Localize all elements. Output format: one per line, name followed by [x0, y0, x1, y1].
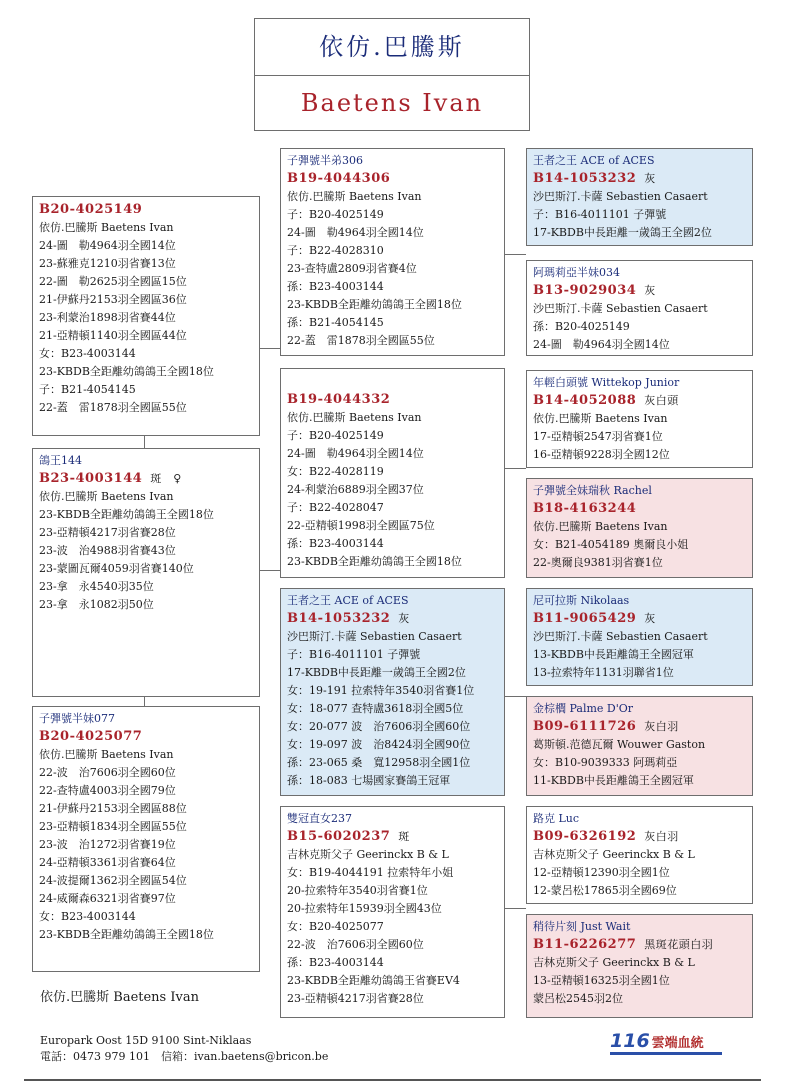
gg-box-2 [526, 260, 753, 356]
info-line: 13-拉索特年1131羽聯省1位 [533, 666, 674, 679]
info-line: 17-KBDB中長距離一歲鴿王全國2位 [287, 666, 466, 679]
info-line: 23-KBDB全距離幼鴿鴿王全國18位 [39, 928, 214, 941]
info-line: 女：B23-4003144 [39, 347, 136, 360]
bird-name: 稍待片刻 Just Wait [533, 920, 631, 933]
info-line: 沙巴斯汀.卡薩 Sebastien Casaert [533, 302, 708, 315]
info-line: 吉林克斯父子 Geerinckx B & L [287, 848, 449, 861]
bird-ring: B15-6020237 斑 [287, 829, 410, 844]
info-line: 孫：23-065 桑 寬12958羽全國1位 [287, 756, 471, 769]
info-line: 沙巴斯汀.卡薩 Sebastien Casaert [533, 190, 708, 203]
sibling-ring: B20-4025077 [39, 729, 143, 744]
bird-name: 子彈號全妹瑞秋 Rachel [533, 484, 652, 497]
gg-box-3 [526, 370, 753, 468]
info-line: 女：B22-4028119 [287, 465, 384, 478]
connector [144, 436, 145, 448]
sibling-box [32, 706, 260, 972]
dam-dam-box [280, 806, 505, 1018]
info-line: 孫：B23-4003144 [287, 280, 384, 293]
info-line: 子：B22-4028310 [287, 244, 384, 257]
owner-label: 依仿.巴騰斯 Baetens Ivan [40, 990, 199, 1005]
connector [144, 697, 145, 706]
info-line: 孫：B20-4025149 [533, 320, 630, 333]
dam-ring: B23-4003144 斑 ♀ [39, 471, 182, 486]
info-line: 孫：B23-4003144 [287, 956, 384, 969]
bird-name: 子彈號半弟306 [287, 154, 363, 167]
info-line: 沙巴斯汀.卡薩 Sebastien Casaert [287, 630, 462, 643]
owner-name-cn: 依仿.巴騰斯 [255, 19, 529, 76]
info-line: 依仿.巴騰斯 Baetens Ivan [287, 411, 422, 424]
gg-box-7 [526, 806, 753, 904]
info-line: 23-拿 永4540羽35位 [39, 580, 154, 593]
info-line: 24-波提爾1362羽全國區54位 [39, 874, 187, 887]
bird-ring: B09-6326192 灰白羽 [533, 829, 679, 844]
info-line: 22-蓋 雷1878羽全國區55位 [39, 401, 187, 414]
bird-ring: B13-9029034 灰 [533, 283, 656, 298]
info-line: 13-KBDB中長距離鴿王全國冠軍 [533, 648, 694, 661]
info-line: 21-伊蘇丹2153羽全國區88位 [39, 802, 187, 815]
info-line: 12-亞精頓12390羽全國1位 [533, 866, 670, 879]
bird-ring: B14-1053232 灰 [287, 611, 410, 626]
info-line: 22-亞精頓1998羽全國區75位 [287, 519, 435, 532]
info-line: 子：B20-4025149 [287, 208, 384, 221]
connector [260, 570, 280, 571]
info-line: 女：B20-4025077 [287, 920, 384, 933]
info-line: 子：B16-4011101 子彈號 [287, 648, 421, 661]
info-line: 依仿.巴騰斯 Baetens Ivan [39, 221, 174, 234]
info-line: 22-波 治7606羽全國60位 [287, 938, 424, 951]
info-line: 21-亞精頓1140羽全國區44位 [39, 329, 187, 342]
bird-name: 金棕櫚 Palme D'Or [533, 702, 634, 715]
bird-ring: B19-4044332 [287, 392, 391, 407]
info-line: 孫：B21-4054145 [287, 316, 384, 329]
contact-info [40, 1033, 328, 1065]
info-line: 女：19-097 波 治8424羽全國90位 [287, 738, 471, 751]
info-line: 16-亞精頓9228羽全國12位 [533, 448, 670, 461]
info-line: 24-利蒙治6889羽全國37位 [287, 483, 424, 496]
owner-name-en: Baetens Ivan [300, 89, 484, 117]
info-line: 孫：18-083 七場國家賽鴿王冠軍 [287, 774, 451, 787]
info-line: 23-蘇雅克1210羽省賽13位 [39, 257, 176, 270]
logo-number: 116 [610, 1030, 650, 1052]
title-box [254, 18, 530, 131]
info-line: 女：B23-4003144 [39, 910, 136, 923]
bird-ring: B11-6226277 黑斑花頭白羽 [533, 937, 714, 952]
bird-name: 尼可拉斯 Nikolaas [533, 594, 630, 607]
info-line: 依仿.巴騰斯 Baetens Ivan [287, 190, 422, 203]
bird-name: 王者之王 ACE of ACES [287, 594, 409, 607]
info-line: 23-KBDB全距離幼鴿鴿王省賽EV4 [287, 974, 460, 987]
dam-sire-box [280, 588, 505, 796]
sire-box [280, 148, 505, 356]
info-line: 11-KBDB中長距離鴿王全國冠軍 [533, 774, 694, 787]
info-line: 吉林克斯父子 Geerinckx B & L [533, 956, 695, 969]
bird-name: 雙冠直女237 [287, 812, 352, 825]
info-line: 依仿.巴騰斯 Baetens Ivan [533, 412, 668, 425]
info-line: 12-蒙呂松17865羽全國69位 [533, 884, 677, 897]
logo [610, 1030, 704, 1052]
gg-box-1 [526, 148, 753, 246]
info-line: 24-亞精頓3361羽省賽64位 [39, 856, 176, 869]
connector [505, 254, 526, 255]
bird-ring: B14-4052088 灰白頭 [533, 393, 679, 408]
address: Europark Oost 15D 9100 Sint-Niklaas [40, 1034, 252, 1047]
info-line: 13-亞精頓16325羽全國1位 [533, 974, 670, 987]
info-line: 女：18-077 查特盧3618羽全國5位 [287, 702, 464, 715]
info-line: 女：B19-4044191 拉索特年小姐 [287, 866, 454, 879]
info-line: 23-KBDB全距離幼鴿鴿王全國18位 [287, 555, 462, 568]
info-line: 子：B16-4011101 子彈號 [533, 208, 667, 221]
info-line: 24-圖 勒4964羽全國14位 [533, 338, 670, 351]
info-line: 23-蒙圖瓦爾4059羽省賽140位 [39, 562, 194, 575]
info-line: 17-亞精頓2547羽省賽1位 [533, 430, 663, 443]
info-line: 23-亞精頓4217羽省賽28位 [39, 526, 176, 539]
phone-email: 電話：0473 979 101 信箱：ivan.baetens@bricon.be [40, 1050, 329, 1063]
info-line: 女：B10-9039333 阿瑪莉亞 [533, 756, 678, 769]
info-line: 子：B20-4025149 [287, 429, 384, 442]
info-line: 20-拉索特年3540羽省賽1位 [287, 884, 428, 897]
dam-box [32, 448, 260, 697]
info-line: 子：B22-4028047 [287, 501, 384, 514]
info-line: 22-波 治7606羽全國60位 [39, 766, 176, 779]
gg-box-5 [526, 588, 753, 686]
info-line: 23-亞精頓1834羽全國區55位 [39, 820, 187, 833]
sibling-name: 子彈號半妹077 [39, 712, 115, 725]
info-line: 20-拉索特年15939羽全國43位 [287, 902, 442, 915]
info-line: 吉林克斯父子 Geerinckx B & L [533, 848, 695, 861]
info-line: 23-波 治4988羽省賽43位 [39, 544, 176, 557]
bird-ring: B18-4163244 [533, 501, 637, 516]
connector [505, 696, 526, 697]
info-line: 依仿.巴騰斯 Baetens Ivan [533, 520, 668, 533]
info-line: 24-圖 勒4964羽全國14位 [39, 239, 176, 252]
dam-name: 鴿王144 [39, 454, 82, 467]
info-line: 孫：B23-4003144 [287, 537, 384, 550]
info-line: 23-KBDB全距離幼鴿鴿王全國18位 [39, 508, 214, 521]
bird-name: 阿瑪莉亞半妹034 [533, 266, 620, 279]
subject-box [32, 196, 260, 436]
bird-ring: B11-9065429 灰 [533, 611, 656, 626]
bird-ring: B14-1053232 灰 [533, 171, 656, 186]
info-line: 21-伊蘇丹2153羽全國區36位 [39, 293, 187, 306]
info-line: 沙巴斯汀.卡薩 Sebastien Casaert [533, 630, 708, 643]
info-line: 女：B21-4054189 奧爾良小姐 [533, 538, 689, 551]
info-line: 23-拿 永1082羽50位 [39, 598, 154, 611]
subject-ring: B20-4025149 [39, 202, 143, 217]
info-line: 女：20-077 波 治7606羽全國60位 [287, 720, 471, 733]
gg-box-6 [526, 696, 753, 796]
logo-underline [610, 1052, 722, 1055]
logo-text: 雲端血統 [651, 1036, 704, 1051]
info-line: 女：19-191 拉索特年3540羽省賽1位 [287, 684, 475, 697]
gg-box-4 [526, 478, 753, 578]
info-line: 依仿.巴騰斯 Baetens Ivan [39, 748, 174, 761]
info-line: 23-亞精頓4217羽省賽28位 [287, 992, 424, 1005]
sire-dam-box [280, 368, 505, 578]
info-line: 24-威爾森6321羽省賽97位 [39, 892, 176, 905]
info-line: 子：B21-4054145 [39, 383, 136, 396]
info-line: 22-圖 勒2625羽全國區15位 [39, 275, 187, 288]
info-line: 17-KBDB中長距離一歲鴿王全國2位 [533, 226, 712, 239]
info-line: 22-奧爾良9381羽省賽1位 [533, 556, 663, 569]
info-line: 23-KBDB全距離幼鴿鴿王全國18位 [287, 298, 462, 311]
info-line: 23-利蒙治1898羽省賽44位 [39, 311, 176, 324]
bottom-rule [24, 1079, 761, 1081]
info-line: 23-KBDB全距離幼鴿鴿王全國18位 [39, 365, 214, 378]
connector [260, 348, 280, 349]
gg-box-8 [526, 914, 753, 1018]
bird-name: 王者之王 ACE of ACES [533, 154, 655, 167]
connector [505, 468, 526, 469]
info-line: 23-查特盧2809羽省賽4位 [287, 262, 417, 275]
info-line: 24-圖 勒4964羽全國14位 [287, 447, 424, 460]
connector [505, 908, 526, 909]
info-line: 24-圖 勒4964羽全國14位 [287, 226, 424, 239]
info-line: 依仿.巴騰斯 Baetens Ivan [39, 490, 174, 503]
info-line: 22-查特盧4003羽全國79位 [39, 784, 176, 797]
bird-ring: B09-6111726 灰白羽 [533, 719, 679, 734]
info-line: 23-波 治1272羽省賽19位 [39, 838, 176, 851]
bird-name: 路克 Luc [533, 812, 580, 825]
info-line: 蒙呂松2545羽2位 [533, 992, 623, 1005]
info-line: 22-蓋 雷1878羽全國區55位 [287, 334, 435, 347]
bird-ring: B19-4044306 [287, 171, 391, 186]
bird-name: 年輕白頭號 Wittekop Junior [533, 376, 680, 389]
info-line: 葛斯頓.范德瓦爾 Wouwer Gaston [533, 738, 706, 751]
